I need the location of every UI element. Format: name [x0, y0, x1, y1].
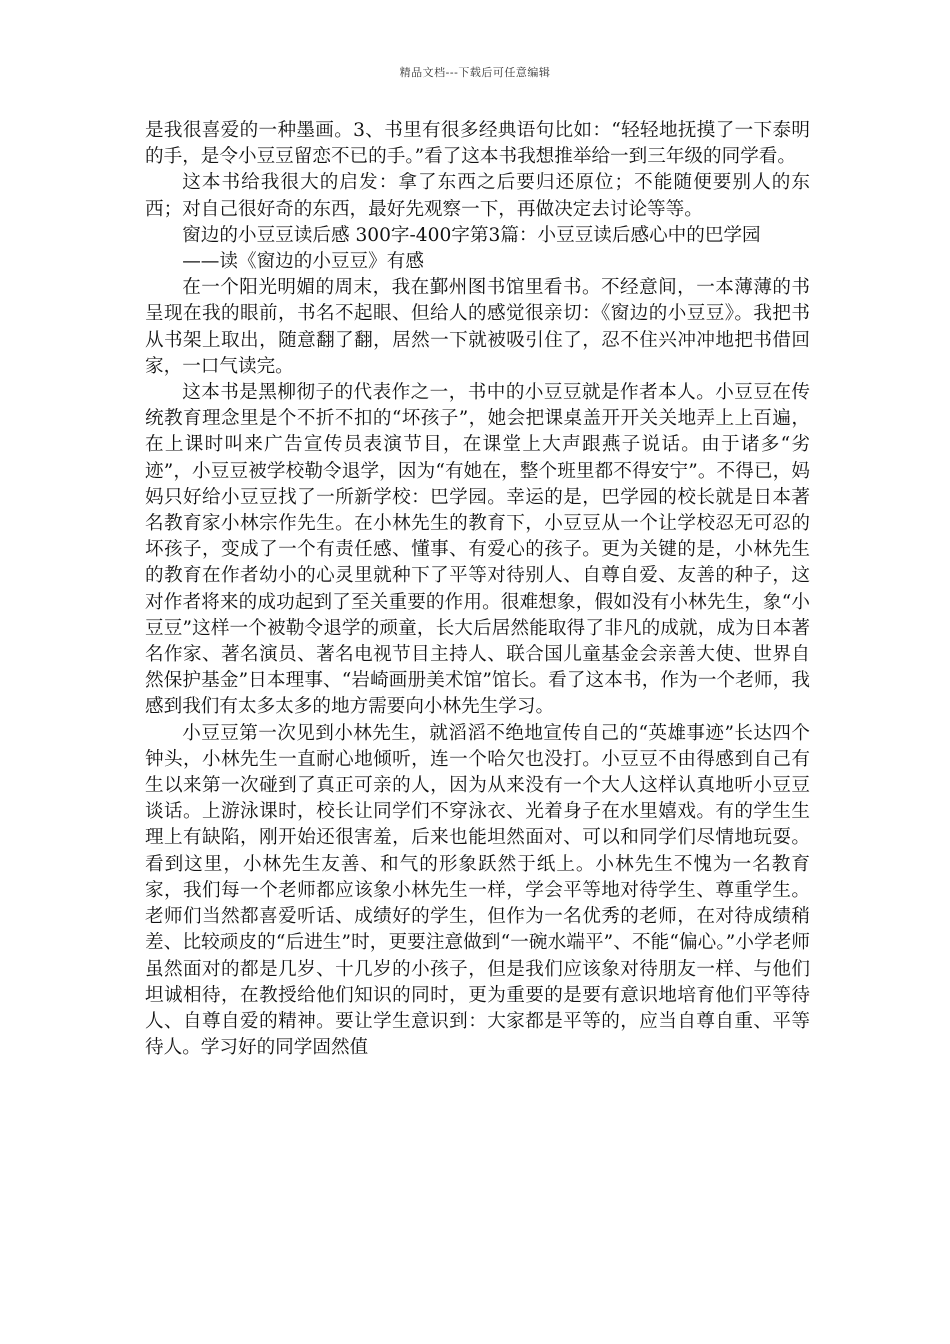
paragraph-continuation: 是我很喜爱的一种墨画。3、书里有很多经典语句比如：“轻轻地抚摸了一下泰明的手，是令小豆豆留恋不已的手。”看了这本书我想推举给一到三年级的同学看。: [145, 120, 810, 168]
section-title: 窗边的小豆豆读后感 300字-400字第3篇：小豆豆读后感心中的巴学园: [182, 224, 761, 246]
section-subtitle: ——读《窗边的小豆豆》有感: [182, 251, 424, 273]
paragraph-inspiration: 这本书给我很大的启发：拿了东西之后要归还原位；不能随便要别人的东西；对自己很好奇的东西，最好先观察一下，再做决定去讨论等等。: [145, 172, 810, 220]
page-header: 精品文档---下载后可任意编辑: [399, 66, 551, 79]
paragraph-book-summary: 这本书是黑柳彻子的代表作之一，书中的小豆豆就是作者本人。小豆豆在传统教育理念里是个不折不扣的“坏孩子”，她会把课桌盖开开关关地弄上上百遍，在上课时叫来广告宣传员表演节目，在课堂上大声跟燕子说话。由于诸多“劣迹”，小豆豆被学校勒令退学，因为“有她在，整个班里都不得安宁”。不得已，妈妈只好给小豆豆找了一所新学校：巴学园。幸运的是，巴学园的校长就是日本著名教育家小林宗作先生。在小林先生的教育下，小豆豆从一个让学校忍无可忍的坏孩子，变成了一个有责任感、懂事、有爱心的孩子。更为关键的是，小林先生的教育在作者幼小的心灵里就种下了平等对待别人、自尊自爱、友善的种子，这对作者将来的成功起到了至关重要的作用。很难想象，假如没有小林先生，象“小豆豆”这样一个被勒令退学的顽童，长大后居然能取得了非凡的成就，成为日本著名作家、著名演员、著名电视节目主持人、联合国儿童基金会亲善大使、世界自然保护基金”日本理事、“岩崎画册美术馆”馆长。看了这本书，作为一个老师，我感到我们有太多太多的地方需要向小林先生学习。: [145, 382, 810, 718]
paragraph-reflection: 小豆豆第一次见到小林先生，就滔滔不绝地宣传自己的“英雄事迹”长达四个钟头，小林先生一直耐心地倾听，连一个哈欠也没打。小豆豆不由得感到自己有生以来第一次碰到了真正可亲的人，因为从来没有一个大人这样认真地听小豆豆谈话。上游泳课时，校长让同学们不穿泳衣、光着身子在水里嬉戏。有的学生生理上有缺陷，刚开始还很害羞，后来也能坦然面对、可以和同学们尽情地玩耍。看到这里，小林先生友善、和气的形象跃然于纸上。小林先生不愧为一名教育家，我们每一个老师都应该象小林先生一样，学会平等地对待学生、尊重学生。老师们当然都喜爱听话、成绩好的学生，但作为一名优秀的老师，在对待成绩稍差、比较顽皮的“后进生”时，更要注意做到“一碗水端平”、不能“偏心。”小学老师虽然面对的都是几岁、十几岁的小孩子，但是我们应该象对待朋友一样、与他们坦诚相待，在教授给他们知识的同时，更为重要的是要有意识地培育他们平等待人、自尊自爱的精神。要让学生意识到：大家都是平等的，应当自尊自重、平等待人。学习好的同学固然值: [145, 722, 810, 1059]
document-body: [145, 118, 810, 1061]
paragraph-library: 在一个阳光明媚的周末，我在鄞州图书馆里看书。不经意间，一本薄薄的书呈现在我的眼前，书名不起眼、但给人的感觉很亲切：《窗边的小豆豆》。我把书从书架上取出，随意翻了翻，居然一下就被吸引住了，忍不住兴冲冲地把书借回家，一口气读完。: [145, 277, 810, 377]
